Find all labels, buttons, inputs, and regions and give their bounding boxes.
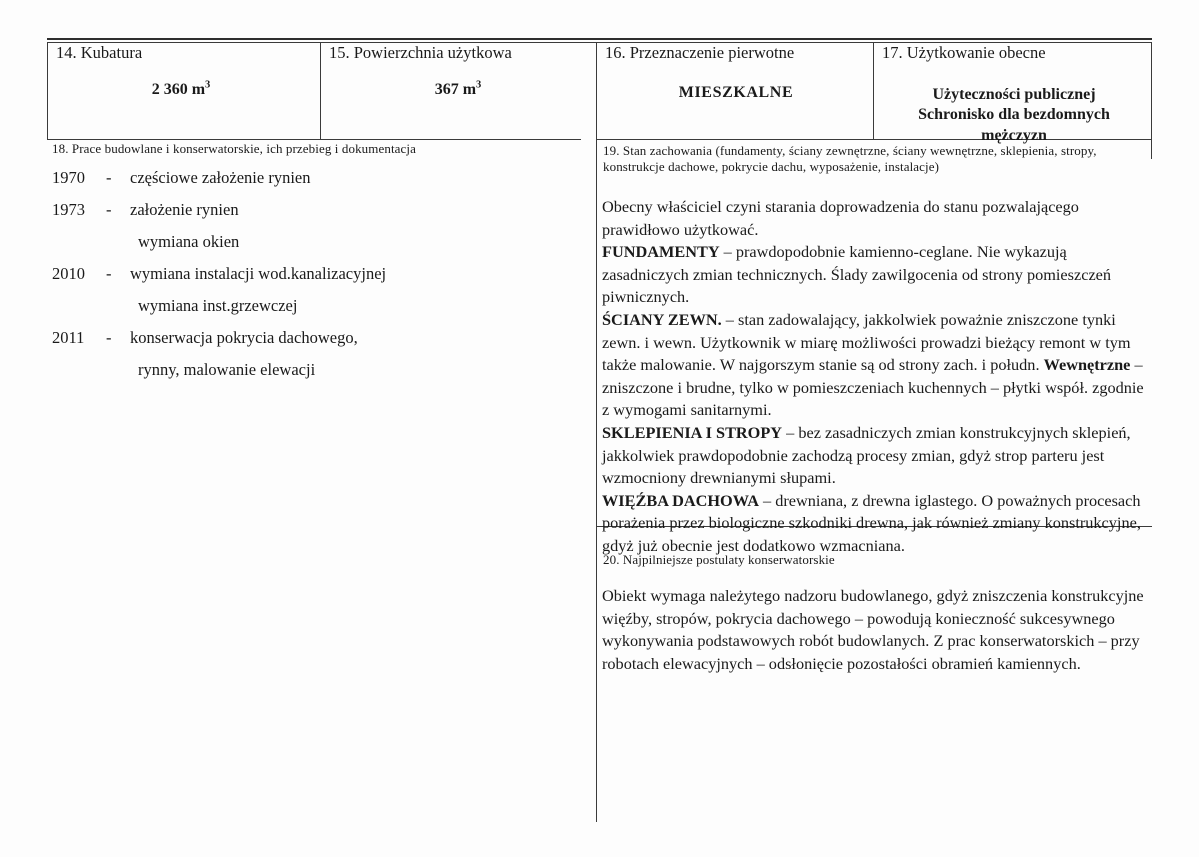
- field-14-label: 14. Kubatura: [56, 43, 143, 62]
- divider-col16-col17: [873, 42, 874, 140]
- table-right-border-header: [1151, 42, 1152, 140]
- field-15-value: [329, 80, 587, 100]
- section-19-text-wiezba-dachowa: – drewniana, z drewna iglastego. O poważnych procesach porażenia przez biologiczne szkodniki drewna, jak również zmiany konstrukcyjne, gdyż już obecnie jest dodatkowo wzmacniana.: [602, 490, 1141, 555]
- section-19-heading-wiezba-dachowa: WIĘŹBA DACHOWA: [602, 490, 759, 510]
- table-right-border-section19: [1151, 139, 1152, 159]
- field-15-cell: [329, 44, 591, 63]
- work-row: [52, 170, 572, 202]
- section-19-text-fundamenty: – prawdopodobnie kamienno-ceglane. Nie wykazują zasadniczych zmian technicznych. Ślady zawilgocenia od strony pomieszczeń piwnicznych.: [602, 242, 1112, 307]
- field-17-label: 17. Użytkowanie obecne: [882, 43, 1046, 62]
- section-19-text-sciany-zewn: – stan zadowalający, jakkolwiek poważnie zniszczone tynki zewn. i wewn. Użytkownik w miarę możliwości prowadzi bieżący remont w tym także malowanie. W najgorszym stanie są od strony zach. i połudn.: [602, 309, 1131, 375]
- work-row: [52, 202, 572, 234]
- section-19-body: [602, 196, 1154, 558]
- field-16-value: MIESZKALNE: [678, 84, 794, 101]
- field-14-value-superscript: 3: [205, 79, 211, 91]
- field-16-label: 16. Przeznaczenie pierwotne: [605, 43, 795, 62]
- section-19-heading-sciany-zewn: ŚCIANY ZEWN.: [602, 309, 722, 329]
- section-19-heading-fundamenty: FUNDAMENTY: [602, 242, 720, 262]
- field-16-cell: [605, 44, 867, 63]
- work-description: założenie rynien: [130, 200, 239, 219]
- work-row: [52, 234, 572, 266]
- section-19-heading-sklepienia-i-stropy: SKLEPIENIA I STROPY: [602, 422, 783, 442]
- field-15-value-superscript: 3: [476, 79, 482, 91]
- work-description: wymiana instalacji wod.kanalizacyjnej: [130, 264, 387, 283]
- divider-col14-col15: [320, 42, 321, 140]
- divider-above-section18: [47, 139, 581, 140]
- field-14-cell: [56, 44, 314, 63]
- field-17-cell: [882, 44, 1148, 63]
- section-19-paragraph-intro: Obecny właściciel czyni starania doprowadzenia do stanu pozwalającego prawidłowo użytkować.: [602, 197, 1079, 239]
- work-description: wymiana inst.grzewczej: [138, 296, 298, 315]
- work-row: [52, 298, 572, 330]
- section-18-label: 18. Prace budowlane i konserwatorskie, ich przebieg i dokumentacja: [52, 141, 416, 156]
- work-description: częściowe założenie rynien: [130, 168, 311, 187]
- field-17-value-line-1: Użyteczności publicznej: [932, 86, 1096, 103]
- section-20-text: Obiekt wymaga należytego nadzoru budowlanego, gdyż zniszczenia konstrukcyjne więźby, stropów, pokrycia dachowego – powodują konieczność sukcesywnego wykonywania podstawowych robót budowlanych. Z prac konserwatorskich – przy robotach elewacyjnych – odsłonięcie pozostałości obramień kamiennych.: [602, 586, 1144, 673]
- field-17-value-line-3: mężczyzn: [981, 126, 1047, 144]
- section-19-heading-wewnetrzne: Wewnętrzne: [1043, 355, 1131, 375]
- work-description: rynny, malowanie elewacji: [138, 360, 316, 379]
- section-19-paragraph-fundamenty: [602, 241, 1154, 309]
- section-19-paragraph-sciany: [602, 309, 1154, 422]
- work-year: 1973: [52, 200, 85, 219]
- section-20-body: [602, 585, 1158, 675]
- section-19-paragraph-wiezba: [602, 490, 1154, 558]
- section-19-text-wewnetrzne: – zniszczone i brudne, tylko w pomieszczeniach kuchennych – płytki współ. zgodnie z wymogami sanitarnymi.: [602, 355, 1144, 420]
- work-dash: -: [106, 200, 112, 219]
- section-19-text-sklepienia-i-stropy: – bez zasadniczych zmian konstrukcyjnych sklepień, jakkolwiek prawdopodobnie zachodzą procesy zmian, gdyż strop parteru jest wzmocniony drewnianymi słupami.: [602, 422, 1131, 488]
- divider-col15-col16: [596, 42, 597, 140]
- work-row: [52, 362, 572, 394]
- section-19-label: 19. Stan zachowania (fundamenty, ściany zewnętrzne, ściany wewnętrzne, sklepienia, stropy, konstrukcje dachowe, pokrycie dachu, wyposażenie, instalacje): [603, 143, 1097, 174]
- work-description: konserwacja pokrycia dachowego,: [130, 328, 358, 347]
- section-18-works-list: [52, 170, 572, 394]
- section-20-label: 20. Najpilniejsze postulaty konserwatorskie: [603, 552, 835, 567]
- center-vertical-divider: [596, 139, 597, 822]
- work-row: [52, 330, 572, 362]
- work-dash: -: [106, 328, 112, 347]
- field-14-value-number: 2 360 m: [151, 81, 206, 98]
- section-19-paragraph-sklepienia: [602, 422, 1154, 490]
- work-row: [52, 266, 572, 298]
- field-17-value: [878, 85, 1150, 146]
- table-left-border-header: [47, 42, 48, 140]
- field-15-label: 15. Powierzchnia użytkowa: [329, 43, 512, 62]
- table-top-border: [47, 38, 1152, 40]
- field-17-value-line-2: Schronisko dla bezdomnych: [918, 106, 1110, 124]
- work-dash: -: [106, 168, 112, 187]
- work-year: 2010: [52, 264, 85, 283]
- work-year: 2011: [52, 328, 85, 347]
- field-15-value-number: 367 m: [434, 81, 477, 98]
- work-year: 1970: [52, 168, 85, 187]
- field-14-value: [56, 80, 306, 100]
- work-dash: -: [106, 264, 112, 283]
- work-description: wymiana okien: [138, 232, 240, 251]
